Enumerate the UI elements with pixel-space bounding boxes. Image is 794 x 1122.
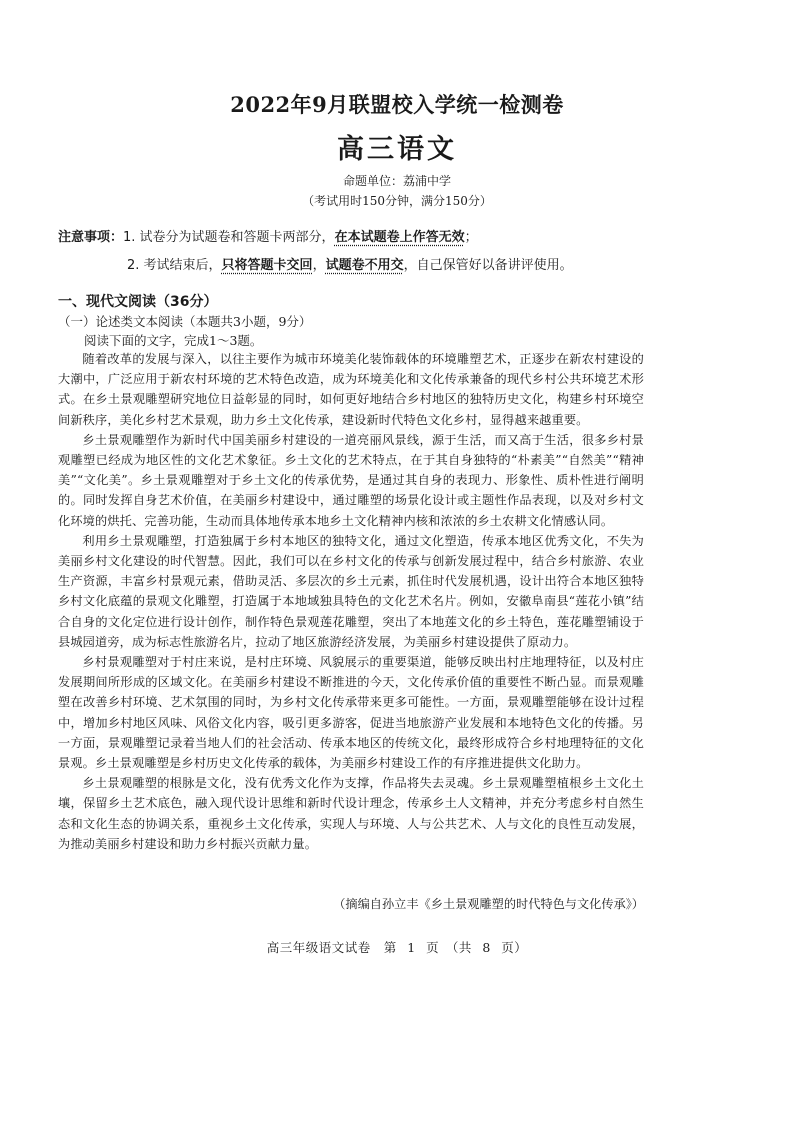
- note-item-1: [58, 226, 758, 254]
- note-item-2: [58, 254, 758, 282]
- page-footer: 高三年级语文试卷 第 1 页 （共 8 页）: [266, 940, 528, 955]
- notes-label: 注意事项：: [58, 230, 124, 245]
- note-2-emphasis-2: 试题卷不用交: [325, 258, 404, 273]
- note-2-emphasis-1: 只将答题卡交回: [221, 258, 313, 273]
- note-1-suffix: ；: [464, 230, 478, 245]
- exam-notes: [58, 226, 758, 282]
- passage-paragraph: 乡村景观雕塑对于村庄来说，是村庄环境、风貌展示的重要渠道，能够反映出村庄地理特征，以及村庄发展期间所形成的区域文化。在美丽乡村建设不断推进的今天，文化传承价值的重要性不断凸显。而景观雕塑在改善乡村环境、艺术氛围的同时，为乡村文化传承带来更多可能性。一方面，景观雕塑能够在设计过程中，增加乡村地区风味、风俗文化内容，吸引更多游客，促进当地旅游产业发展和本地特色文化的传播。另一方面，景观雕塑记录着当地人们的社会活动、传承本地区的传统文化，最终形成符合乡村地理特征的文化景观。乡土景观雕塑是乡村历史文化传承的载体，为美丽乡村建设工作的有序推进提供文化助力。: [58, 655, 644, 771]
- reading-passage: [58, 349, 644, 854]
- passage-paragraph: 利用乡土景观雕塑，打造独属于乡村本地区的独特文化，通过文化塑造，传承本地区优秀文化，不失为美丽乡村文化建设的时代智慧。因此，我们可以在乡村文化的传承与创新发展过程中，结合乡村旅游、农业生产资源，丰富乡村景观元素，借助灵活、多层次的乡土元素，抓住时代发展机遇，设计出符合本地区独特乡村文化底蕴的景观文化雕塑，打造属于本地域独具特色的文化艺术名片。例如，安徽阜南县“莲花小镇”结合自身的文化定位进行设计创作，制作特色景观莲花雕塑，突出了本地莲文化的乡土特色，莲花雕塑铺设于县城园道旁，成为标志性旅游名片，拉动了地区旅游经济发展，为美丽乡村建设提供了原动力。: [58, 533, 644, 649]
- subject-title: 高三语文: [337, 134, 457, 165]
- reading-instruction: 阅读下面的文字，完成1～3题。: [84, 333, 263, 348]
- note-1-emphasis: 在本试题卷上作答无效: [334, 230, 465, 245]
- note-2-mid: ，: [312, 258, 326, 273]
- note-2-suffix: ，自己保管好以备讲评使用。: [403, 258, 573, 273]
- passage-paragraph: 乡土景观雕塑作为新时代中国美丽乡村建设的一道亮丽风景线，源于生活，而又高于生活，很多乡村景观雕塑已经成为地区性的文化艺术象征。乡土文化的艺术特点，在于其自身独特的“朴素美”“自然美”“精神美”“文化美”。乡土景观雕塑对于乡土文化的传承优势，是通过其自身的表现力、形象性、质朴性进行阐明的。同时发挥自身艺术价值，在美丽乡村建设中，通过雕塑的场景化设计或主题性作品表现，以及对乡村文化环境的烘托、完善功能，生动而具体地传承本地乡土文化精神内核和浓浓的乡土农耕文化情感认同。: [58, 432, 644, 528]
- section-title: 一、现代文阅读（36分）: [58, 294, 218, 310]
- passage-paragraph: 随着改革的发展与深入，以往主要作为城市环境美化装饰载体的环境雕塑艺术，正逐步在新农村建设的大潮中，广泛应用于新农村环境的艺术特色改造，成为环境美化和文化传承兼备的现代乡村公共环境艺术形式。在乡土景观雕塑研究地位日益彰显的同时，如何更好地结合乡村地区的独特历史文化，构建乡村环境空间新秩序，美化乡村艺术景观，助力乡土文化传承，建设新时代特色文化乡村，显得越来越重要。: [58, 352, 644, 427]
- timing-line: （考试用时150分钟，满分150分）: [302, 194, 492, 208]
- note-2-text: 2. 考试结束后，: [127, 258, 222, 273]
- note-1-text: 1. 试卷分为试题卷和答题卡两部分，: [123, 230, 335, 245]
- passage-source: （摘编自孙立丰《乡土景观雕塑的时代特色与文化传承》）: [333, 897, 644, 911]
- exam-title: 2022年9月联盟校入学统一检测卷: [230, 92, 564, 117]
- author-line: 命题单位：荔浦中学: [342, 174, 451, 188]
- passage-paragraph: 乡土景观雕塑的根脉是文化，没有优秀文化作为支撑，作品将失去灵魂。乡土景观雕塑植根乡土文化土壤，保留乡土艺术底色，融入现代设计思维和新时代设计理念，传承乡土人文精神，并充分考虑乡村自然生态和文化生态的协调关系，重视乡土文化传承，实现人与环境、人与公共艺术、人与文化的良性互动发展，为推动美丽乡村建设和助力乡村振兴贡献力量。: [58, 776, 644, 851]
- subsection-title: （一）论述类文本阅读（本题共3小题，9分）: [58, 314, 312, 329]
